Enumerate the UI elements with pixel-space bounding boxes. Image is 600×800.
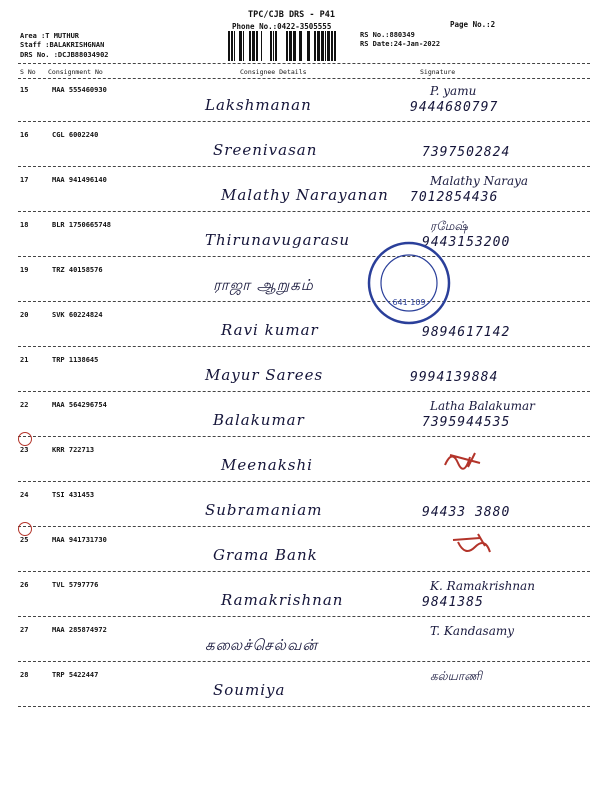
barcode-bar — [331, 31, 333, 61]
row-consignee-name: Mayur Sarees — [205, 366, 324, 384]
row-phone: 9841385 — [422, 595, 484, 610]
mark-circle-25 — [18, 522, 32, 536]
barcode-bar — [293, 31, 296, 61]
barcode-bar — [243, 31, 244, 61]
row-signature: Malathy Naraya — [430, 174, 529, 188]
row-sno: 20 — [20, 311, 29, 319]
row-consignee-name: Sreenivasan — [213, 141, 318, 159]
row-consignment: MAA 941496140 — [52, 176, 107, 184]
row-consignment: BLR 1750665748 — [52, 221, 112, 229]
row-phone: 7395944535 — [422, 415, 511, 430]
row-consignment: CGL 6002240 — [52, 131, 99, 139]
row-sno: 26 — [20, 581, 29, 589]
rs-date: RS Date:24-Jan-2022 — [360, 40, 441, 48]
barcode-bar — [252, 31, 255, 61]
barcode-bar — [256, 31, 258, 61]
barcode-bar — [334, 31, 336, 61]
barcode-bar — [261, 31, 262, 61]
row-consignment: MAA 941731730 — [52, 536, 107, 544]
row-sno: 16 — [20, 131, 29, 139]
barcode-bar — [270, 31, 272, 61]
row-signature: K. Ramakrishnan — [430, 579, 535, 593]
barcode-bar — [239, 31, 242, 61]
staff-label: Staff :BALAKRISHGNAN — [20, 41, 105, 49]
barcode-bar — [228, 31, 230, 61]
barcode-bar — [286, 31, 288, 61]
row-consignee-name: Subramaniam — [205, 501, 323, 519]
office-stamp — [366, 240, 452, 326]
row-consignee-name: Malathy Narayanan — [221, 186, 389, 204]
col-sno: S No — [20, 68, 36, 76]
row-signature: Latha Balakumar — [430, 399, 535, 413]
row-signature: ரமேஷ் — [430, 219, 468, 233]
row-sno: 17 — [20, 176, 29, 184]
row-consignment: MAA 564296754 — [52, 401, 107, 409]
row-consignment: MAA 285874972 — [52, 626, 107, 634]
barcode — [228, 31, 336, 61]
barcode-bar — [299, 31, 302, 61]
row-consignee-name: ராஜா ஆறுகம் — [213, 276, 314, 294]
row-signature: T. Kandasamy — [430, 624, 515, 638]
stamp-code: 641 109 — [392, 298, 426, 307]
barcode-bar — [314, 31, 316, 61]
row-consignment: TRP 5422447 — [52, 671, 99, 679]
row-sno: 22 — [20, 401, 29, 409]
row-phone: 7397502824 — [422, 145, 511, 160]
row-consignment: TRZ 40158576 — [52, 266, 103, 274]
row-signature: கல்யாணி — [430, 669, 483, 683]
col-consignee: Consignee Details — [240, 68, 307, 76]
row-consignment: TSI 431453 — [52, 491, 95, 499]
area-label: Area :T MUTHUR — [20, 32, 80, 40]
row-consignee-name: Meenakshi — [221, 456, 313, 474]
row-sno: 15 — [20, 86, 29, 94]
col-signature: Signature — [420, 68, 456, 76]
row-consignee-name: Grama Bank — [213, 546, 318, 564]
barcode-bar — [275, 31, 277, 61]
row-consignee-name: கலைச்செல்வன் — [205, 636, 318, 654]
row-consignment: TRP 1138645 — [52, 356, 99, 364]
barcode-bar — [234, 31, 235, 61]
barcode-bar — [231, 31, 233, 61]
barcode-bar — [307, 31, 310, 61]
row-consignee-name: Lakshmanan — [205, 96, 312, 114]
row-consignee-name: Ravi kumar — [221, 321, 319, 339]
document-title: TPC/CJB DRS - P41 — [248, 10, 335, 20]
row-sno: 28 — [20, 671, 29, 679]
mark-circle-23 — [18, 432, 32, 446]
row-consignment: TVL 5797776 — [52, 581, 99, 589]
col-consignment: Consignment No — [48, 68, 103, 76]
red-signature-23 — [440, 445, 500, 475]
row-sno: 21 — [20, 356, 29, 364]
row-signature: P. yamu — [430, 84, 477, 98]
barcode-bar — [289, 31, 292, 61]
phone-number: Phone No.:0422-3505555 — [232, 22, 332, 31]
row-phone: 94433 3880 — [422, 505, 511, 520]
row-consignment: KRR 722713 — [52, 446, 95, 454]
barcode-bar — [249, 31, 251, 61]
row-sno: 23 — [20, 446, 29, 454]
row-sno: 27 — [20, 626, 29, 634]
row-consignee-name: Balakumar — [213, 411, 305, 429]
row-sno: 25 — [20, 536, 29, 544]
red-signature-25 — [450, 532, 510, 562]
barcode-bar — [273, 31, 274, 61]
row-consignee-name: Soumiya — [213, 681, 286, 699]
row-consignment: MAA 555460930 — [52, 86, 107, 94]
row-phone: 9994139884 — [410, 370, 499, 385]
row-consignee-name: Ramakrishnan — [221, 591, 344, 609]
page-number: Page No.:2 — [450, 20, 496, 29]
barcode-bar — [317, 31, 320, 61]
row-sno: 19 — [20, 266, 29, 274]
barcode-bar — [321, 31, 324, 61]
row-phone: 7012854436 — [410, 190, 499, 205]
row-consignee-name: Thirunavugarasu — [205, 231, 351, 249]
barcode-bar — [325, 31, 326, 61]
drs-number: DRS No. :DCJB88034902 — [20, 51, 109, 59]
row-sno: 24 — [20, 491, 29, 499]
barcode-bar — [327, 31, 330, 61]
row-sno: 18 — [20, 221, 29, 229]
row-phone: 9444680797 — [410, 100, 499, 115]
row-consignment: SVK 60224824 — [52, 311, 103, 319]
rs-number: RS No.:880349 — [360, 31, 415, 39]
row-phone: 9443153200 — [422, 235, 511, 250]
row-phone: 9894617142 — [422, 325, 511, 340]
